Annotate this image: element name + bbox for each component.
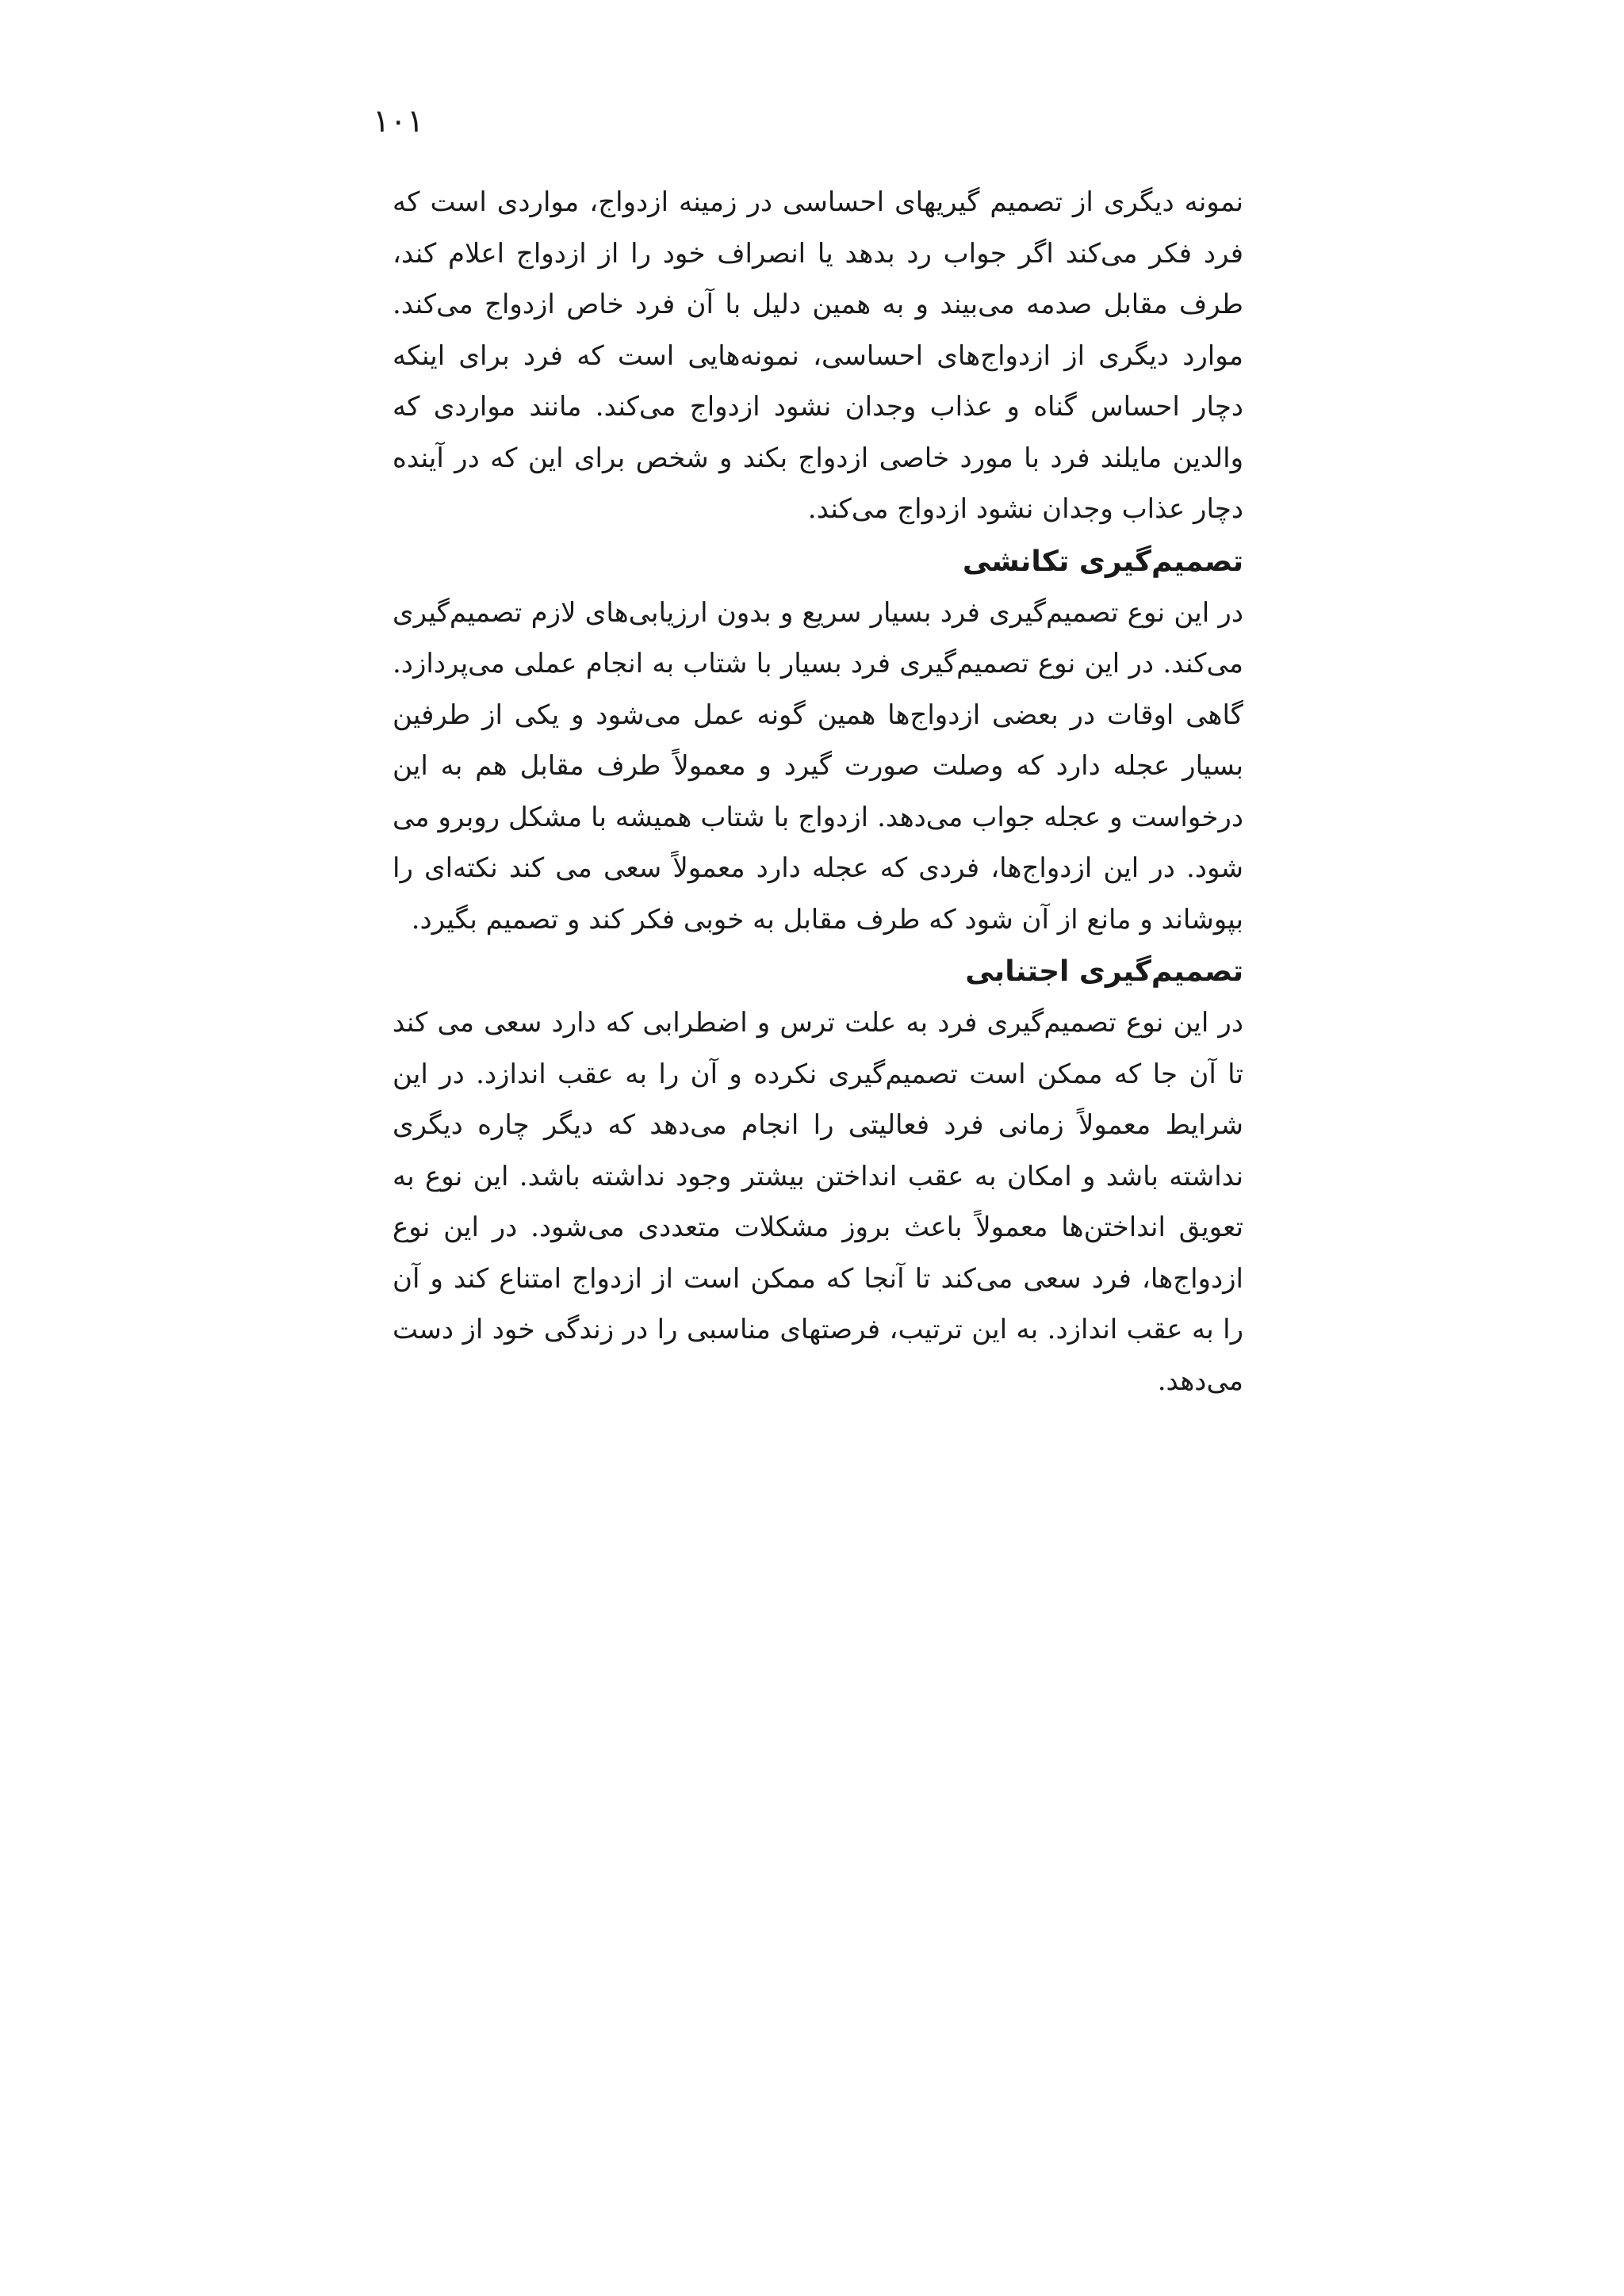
avoidant-paragraph: در این نوع تصمیم‌گیری فرد به علت ترس و اضطرابی که دارد سعی می کند تا آن جا که ممکن است تصمیم‌گیری نکرده و آن را به عقب اندازد. در این شرایط معمولاً زمانی فرد فعالیتی را انجام می‌دهد که دیگر چاره دیگری نداشته باشد و امکان به عقب انداختن بیشتر وجود نداشته باشد. این نوع به تعویق انداختن‌ها معمولاً باعث بروز مشکلات متعددی می‌شود. در این نوع ازدواج‌ها، فرد سعی می‌کند تا آنجا که ممکن است از ازدواج امتناع کند و آن را به عقب اندازد. به این ترتیب، فرصتهای مناسبی را در زندگی خود از دست می‌دهد.	[393, 1007, 1243, 1397]
page-number: ۱۰۱	[373, 103, 424, 140]
impulsive-paragraph: در این نوع تصمیم‌گیری فرد بسیار سریع و بدون ارزیابی‌های لازم تصمیم‌گیری می‌کند. در این نوع تصمیم‌گیری فرد بسیار با شتاب به انجام عملی می‌پردازد. گاهی اوقات در بعضی ازدواج‌ها همین گونه عمل می‌شود و یکی از طرفین بسیار عجله دارد که وصلت صورت گیرد و معمولاً طرف مقابل هم به این درخواست و عجله جواب می‌دهد. ازدواج با شتاب همیشه با مشکل روبرو می شود. در این ازدواج‌ها، فردی که عجله دارد معمولاً سعی می کند نکته‌ای را بپوشاند و مانع از آن شود که طرف مقابل به خوبی فکر کند و تصمیم بگیرد.	[393, 596, 1243, 936]
section-heading-avoidant: تصمیم‌گیری اجتنابی	[965, 955, 1243, 988]
page-content	[393, 177, 1243, 1406]
intro-paragraph: نمونه دیگری از تصمیم گیریهای احساسی در زمینه ازدواج، مواردی است که فرد فکر می‌کند اگر جواب رد بدهد یا انصراف خود را از ازدواج اعلام کند، طرف مقابل صدمه می‌بیند و به همین دلیل با آن فرد خاص ازدواج می‌کند. موارد دیگری از ازدواج‌های احساسی، نمونه‌هایی است که فرد برای اینکه دچار احساس گناه و عذاب وجدان نشود ازدواج می‌کند. مانند مواردی که والدین مایلند فرد با مورد خاصی ازدواج بکند و شخص برای این که در آینده دچار عذاب وجدان نشود ازدواج می‌کند.	[393, 186, 1243, 525]
section-heading-impulsive: تصمیم‌گیری تکانشی	[962, 545, 1243, 578]
